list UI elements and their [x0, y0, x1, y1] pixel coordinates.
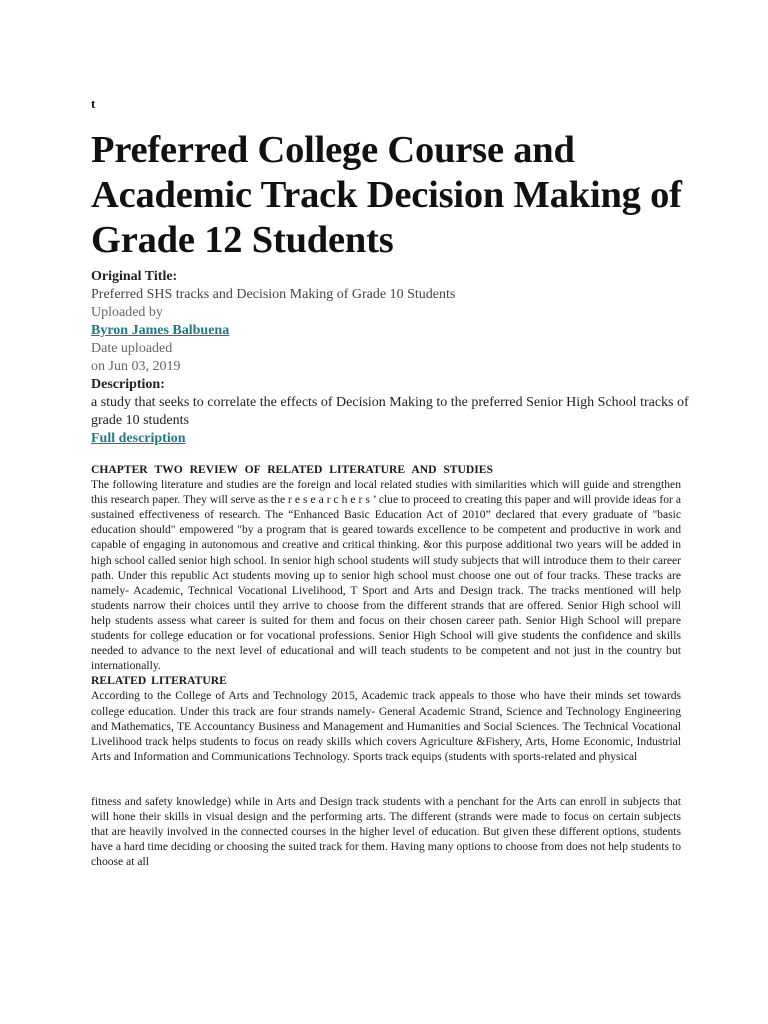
date-uploaded-value: on Jun 03, 2019	[91, 359, 181, 374]
description-label: Description:	[91, 377, 165, 392]
paragraph-continued: fitness and safety knowledge) while in Arts and Design track students with a penchant for the Arts can enroll in subjects that will hone their skills in visual design and the performing arts. The different (strands were made to focus on certain subjects that are heavily involved in the connected courses in the higher level of education. But given these different options, students have a hard time deciding or choosing the suited track for them. Having many options to choose from does not help students to choose at all	[91, 794, 681, 869]
document-metadata	[91, 268, 691, 448]
document-body	[91, 462, 681, 869]
chapter-heading: CHAPTER TWO REVIEW OF RELATED LITERATURE AND STUDIES	[91, 463, 493, 476]
uploader-link[interactable]: Byron James Balbuena	[91, 323, 230, 338]
description-text: a study that seeks to correlate the effects of Decision Making to the preferred Senior High School tracks of grade 10 students	[91, 395, 689, 428]
full-description-link[interactable]: Full description	[91, 431, 186, 446]
stray-mark: t	[91, 96, 96, 111]
page-title: Preferred College Course and Academic Track Decision Making of Grade 12 Students	[91, 129, 682, 261]
paragraph-related: According to the College of Arts and Technology 2015, Academic track appeals to those who have their minds set towards college education. Under this track are four strands namely- General Academic Strand, Science and Technology Engineering and Mathematics, TE Accountancy Business and Management and Humanities and Social Sciences. The Technical Vocational Livelihood track helps students to focus on ready skills which covers Agriculture &Fishery, Arts, Home Economic, Industrial Arts and Information and Communications Technology. Sports track equips (students with sports-related and physical	[91, 689, 681, 763]
original-title-value: Preferred SHS tracks and Decision Making of Grade 10 Students	[91, 287, 456, 302]
original-title-label: Original Title:	[91, 269, 178, 284]
uploaded-by-label: Uploaded by	[91, 305, 163, 320]
page-break-gap	[91, 764, 681, 794]
date-uploaded-label: Date uploaded	[91, 341, 173, 356]
paragraph-intro: The following literature and studies are the foreign and local related studies with similarities which will guide and strengthen this research paper. They will serve as the r e s e a r c h e r s ’ clue to proceed to creating this paper and will provide ideas for a sustained effectiveness of research. The “Enhanced Basic Education Act of 2010” declared that every graduate of "basic education should" empowered "by a program that is geared towards excellence to be competent and productive in work and capable of engaging in autonomous and creative and critical thinking. &or this purpose additional two years will be added in high school called senior high school. In senior high school students will study subjects that will introduce them to their career path. Under this republic Act students moving up to senior high school must choose one out of four tracks. These tracks are namely- Academic, Technical Vocational Livelihood, T Sport and Arts and Design track. The tracks mentioned will help students narrow their choices until they arrive to choose from the different strands that are offered. Senior High school will help students assess what career is suited for them and focus on their chosen career path. Senior High School will prepare students for college education or for vocational professions. Senior High School will give students the confidence and skills needed to advance to the next level of educational and will teach students to be competent and not just in the country but internationally.	[91, 478, 681, 673]
related-literature-heading: RELATED LITERATURE	[91, 674, 227, 688]
